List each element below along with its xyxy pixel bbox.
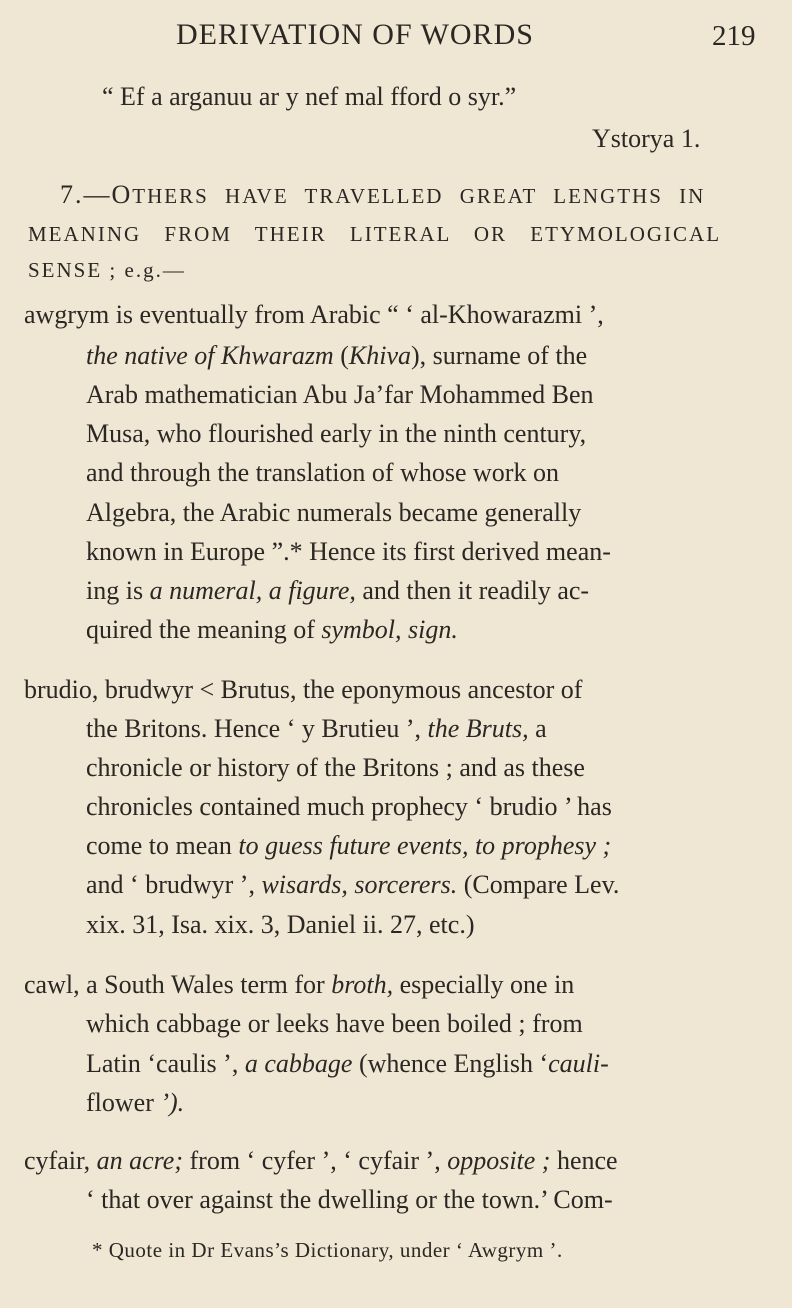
quote-source: Ystorya 1.: [592, 124, 701, 153]
entry-line: come to mean to guess future events, to prophesy ;: [86, 831, 612, 860]
entry-line: Musa, who flourished early in the ninth century,: [86, 419, 587, 448]
entry-line: Algebra, the Arabic numerals became generally: [86, 498, 582, 527]
entry-line: cawl, a South Wales term for broth, especially one in: [24, 970, 575, 999]
entry-line: known in Europe ”.* Hence its first derived mean-: [86, 537, 611, 566]
running-header: [0, 18, 792, 58]
entry-line: the native of Khwarazm (Khiva), surname of the: [86, 341, 588, 370]
section-7-line-1: 7.—OTHERS HAVE TRAVELLED GREAT LENGTHS IN: [60, 180, 706, 209]
entry-line: the Britons. Hence ‘ y Brutieu ’, the Bruts, a: [86, 714, 547, 743]
footnote: * Quote in Dr Evans’s Dictionary, under ‘ Awgrym ’.: [92, 1238, 563, 1262]
entry-line: ing is a numeral, a figure, and then it readily ac-: [86, 576, 590, 605]
entry-line: quired the meaning of symbol, sign.: [86, 615, 458, 644]
entry-line: chronicle or history of the Britons ; and as these: [86, 753, 585, 782]
entry-line: Latin ‘caulis ’, a cabbage (whence English ‘cauli-: [86, 1049, 609, 1078]
entry-line: xix. 31, Isa. xix. 3, Daniel ii. 27, etc.): [86, 910, 475, 939]
entry-line: which cabbage or leeks have been boiled ; from: [86, 1009, 583, 1038]
entry-line: Arab mathematician Abu Ja’far Mohammed Ben: [86, 380, 594, 409]
entry-line: and ‘ brudwyr ’, wisards, sorcerers. (Compare Lev.: [86, 870, 620, 899]
page-number: 219: [712, 20, 756, 52]
entry-line: brudio, brudwyr < Brutus, the eponymous ancestor of: [24, 675, 583, 704]
quote-text: “ Ef a arganuu ar y nef mal fford o syr.”: [102, 82, 517, 111]
entry-line: flower ’).: [86, 1088, 185, 1117]
running-title: DERIVATION OF WORDS: [176, 18, 534, 51]
entry-line: awgrym is eventually from Arabic “ ‘ al-Khowarazmi ’,: [24, 300, 604, 329]
section-7-line-2: MEANING FROM THEIR LITERAL OR ETYMOLOGICAL: [28, 222, 722, 246]
entry-line: chronicles contained much prophecy ‘ brudio ’ has: [86, 792, 612, 821]
entry-line: and through the translation of whose work on: [86, 458, 559, 487]
entry-line: cyfair, an acre; from ‘ cyfer ’, ‘ cyfair ’, opposite ; hence: [24, 1146, 618, 1175]
entry-line: ‘ that over against the dwelling or the town.’ Com-: [86, 1185, 613, 1214]
section-7-line-3: SENSE ; e.g.—: [28, 258, 186, 282]
